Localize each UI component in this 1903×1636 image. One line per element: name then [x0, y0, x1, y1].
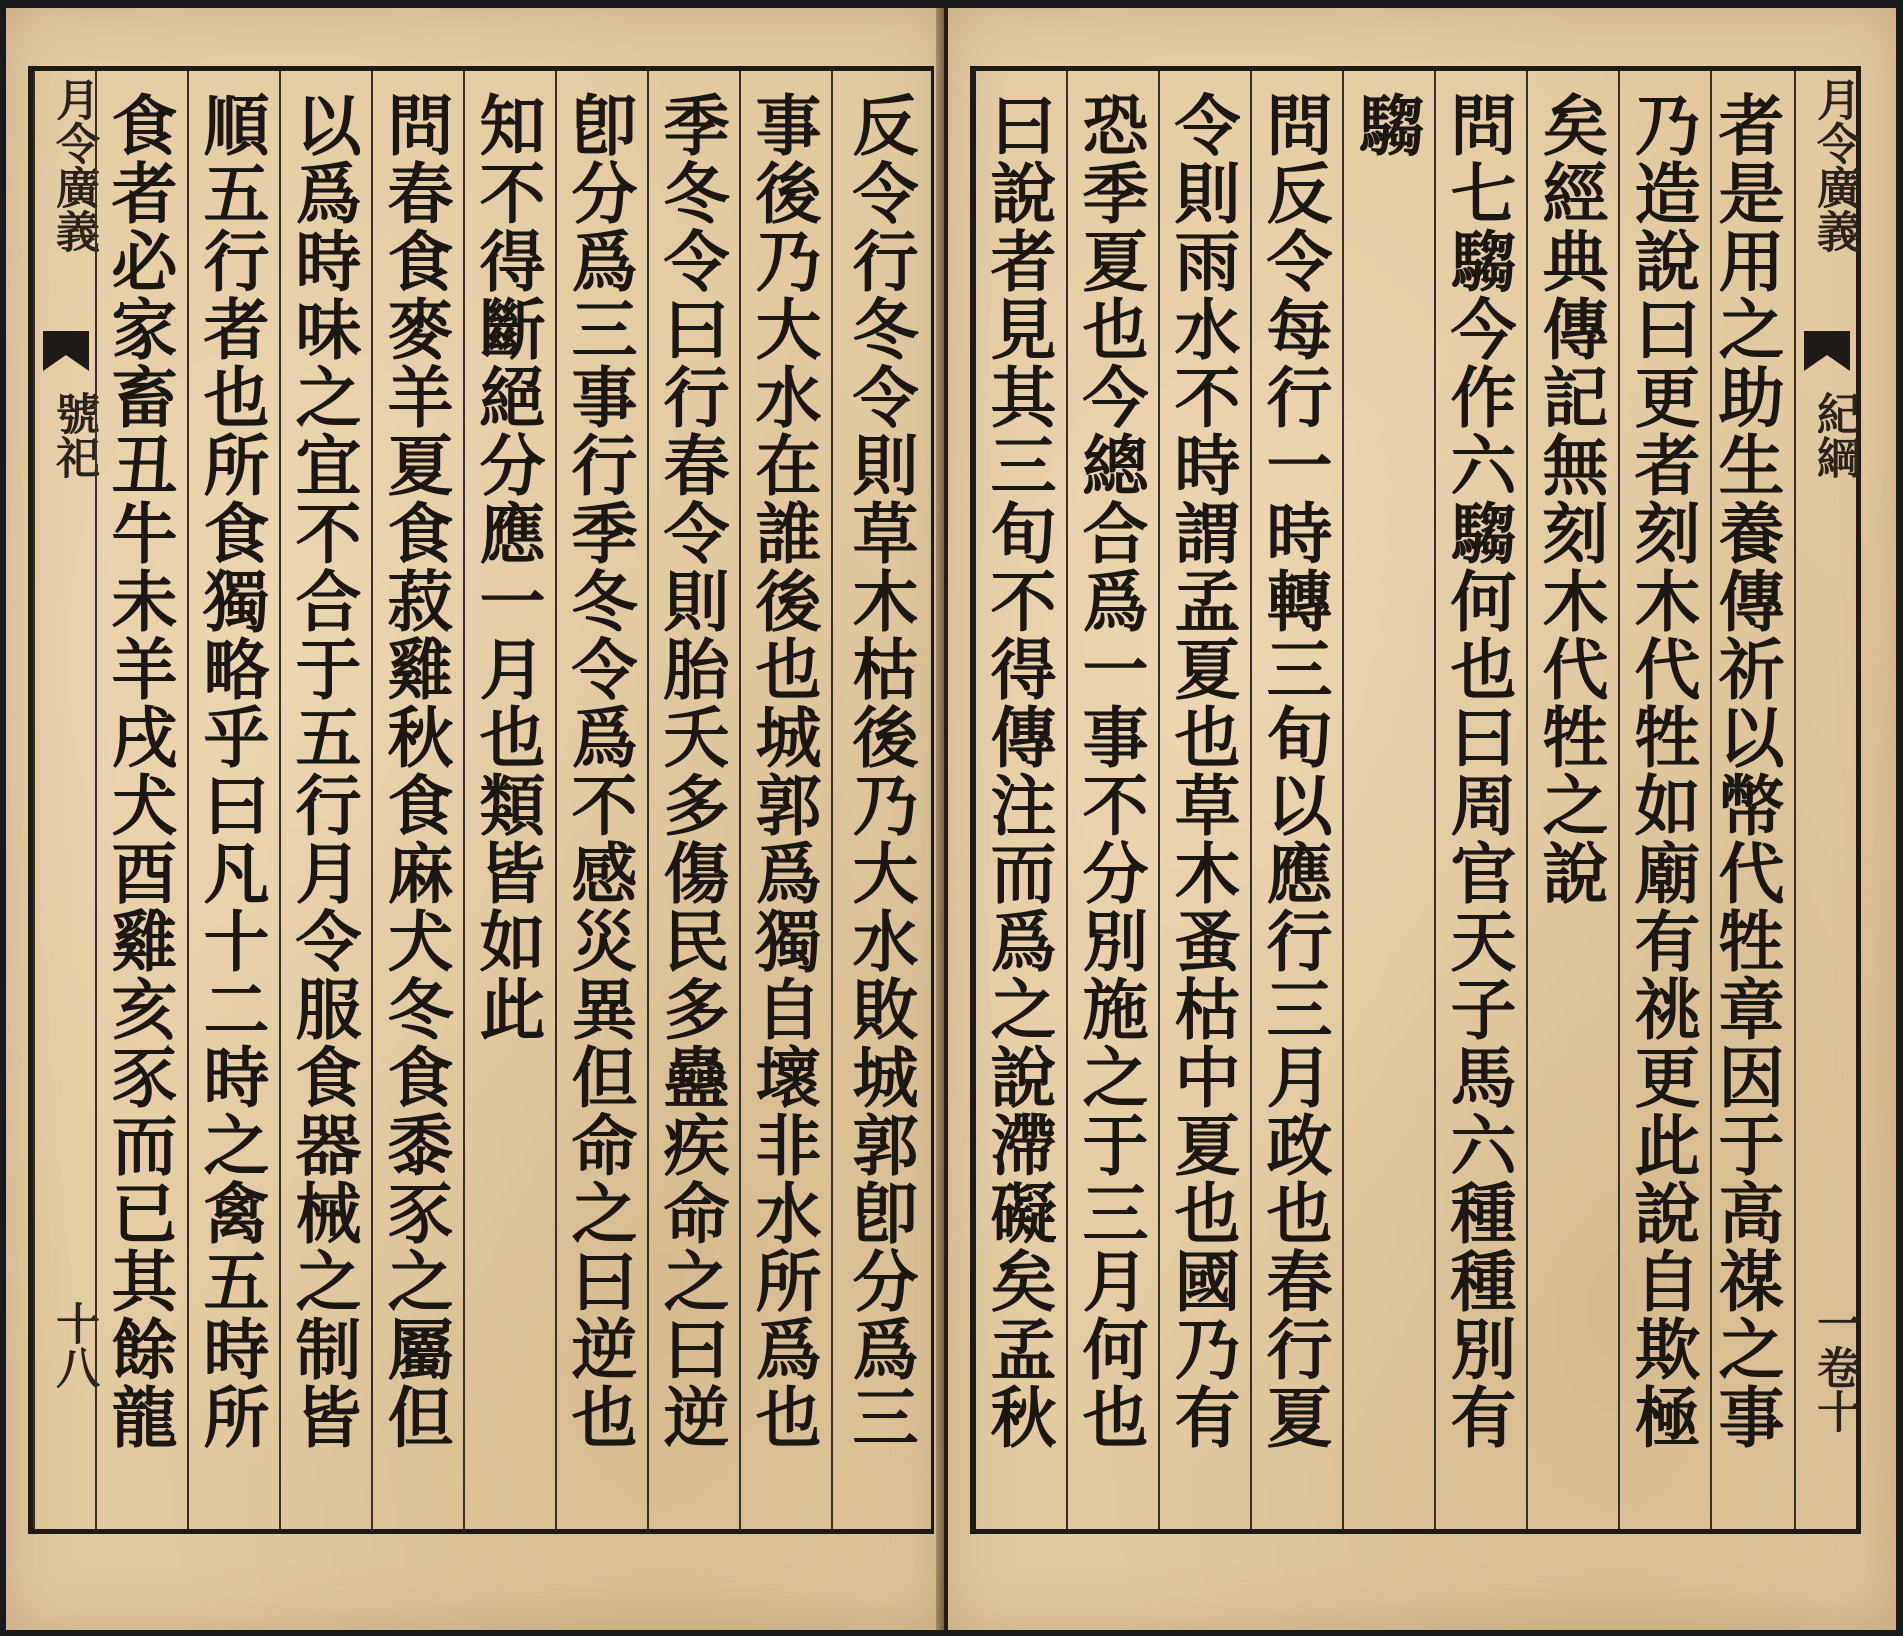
column-text: 順五行者也所食獨略乎曰凡十二時之禽五時所	[192, 91, 270, 1451]
column-text: 卽分爲三事行季冬令爲不感災異但命之曰逆也	[560, 91, 638, 1451]
right-spine-title: 月令廣義	[1809, 77, 1860, 253]
column-text: 以爲時味之宜不合于五行月令服食器械之制皆	[284, 91, 362, 1451]
right-column-9	[976, 71, 1066, 1529]
right-page-frame	[970, 66, 1861, 1534]
left-column-7	[279, 71, 371, 1529]
left-column-4	[555, 71, 647, 1529]
right-page-spine	[1794, 71, 1860, 1529]
right-spine-section: 紀綱	[1809, 391, 1860, 479]
column-text: 事後乃大水在誰後也城郭爲獨自壞非水所爲也	[744, 91, 822, 1451]
right-column-4	[1434, 71, 1526, 1529]
column-text: 問反令每行一時轉三旬以應行三月政也春行夏	[1255, 91, 1333, 1451]
right-column-5	[1342, 71, 1434, 1529]
right-column-2	[1618, 71, 1710, 1529]
column-text: 者是用之助生養傳祈以幣代牲章因于高禖之事	[1707, 91, 1785, 1451]
left-spine-folio: 十八	[48, 1301, 99, 1389]
column-text: 季冬令曰行春令則胎夭多傷民多蠱疾命之曰逆	[652, 91, 730, 1451]
column-text: 騶	[1347, 91, 1425, 159]
left-page	[6, 8, 944, 1630]
column-text: 乃造說曰更者刻木代牲如廟有祧更此說自欺極	[1623, 91, 1701, 1451]
column-text: 矣經典傳記無刻木代牲之說	[1531, 91, 1609, 907]
left-column-8	[187, 71, 279, 1529]
column-text: 曰說者見其三旬不得傳注而爲之說滯礙矣孟秋	[979, 91, 1057, 1451]
column-text: 反令行冬令則草木枯後乃大水敗城郭卽分爲三	[841, 91, 919, 1451]
left-column-9	[95, 71, 187, 1529]
left-page-spine	[33, 71, 99, 1529]
right-column-8	[1066, 71, 1158, 1529]
column-text: 問七騶今作六騶何也曰周官天子馬六種種別有	[1439, 91, 1517, 1451]
column-text: 知不得斷絕分應一月也類皆如此	[468, 91, 546, 1043]
right-column-7	[1158, 71, 1250, 1529]
left-column-2	[739, 71, 831, 1529]
column-text: 令則雨水不時謂孟夏也草木蚤枯中夏也國乃有	[1163, 91, 1241, 1451]
left-column-6	[371, 71, 463, 1529]
right-fishtail-mark	[1804, 331, 1850, 371]
right-spine-folio: 一卷十	[1809, 1301, 1860, 1433]
left-spine-section: 號祀	[48, 391, 99, 479]
left-column-3	[647, 71, 739, 1529]
column-text: 食者必家畜丑牛未羊戌犬酉雞亥豕而已其餘龍	[100, 91, 178, 1451]
left-fishtail-mark	[43, 331, 89, 371]
left-page-frame	[28, 66, 934, 1534]
left-column-1	[831, 71, 928, 1529]
column-text: 恐季夏也今總合爲一事不分別施之于三月何也	[1071, 91, 1149, 1451]
left-column-5	[463, 71, 555, 1529]
right-column-3	[1526, 71, 1618, 1529]
right-column-1	[1707, 71, 1794, 1529]
right-column-6	[1250, 71, 1342, 1529]
left-spine-title: 月令廣義	[48, 77, 99, 253]
column-text: 問春食麥羊夏食菽雞秋食麻犬冬食黍豕之屬但	[376, 91, 454, 1451]
right-page	[948, 8, 1896, 1630]
